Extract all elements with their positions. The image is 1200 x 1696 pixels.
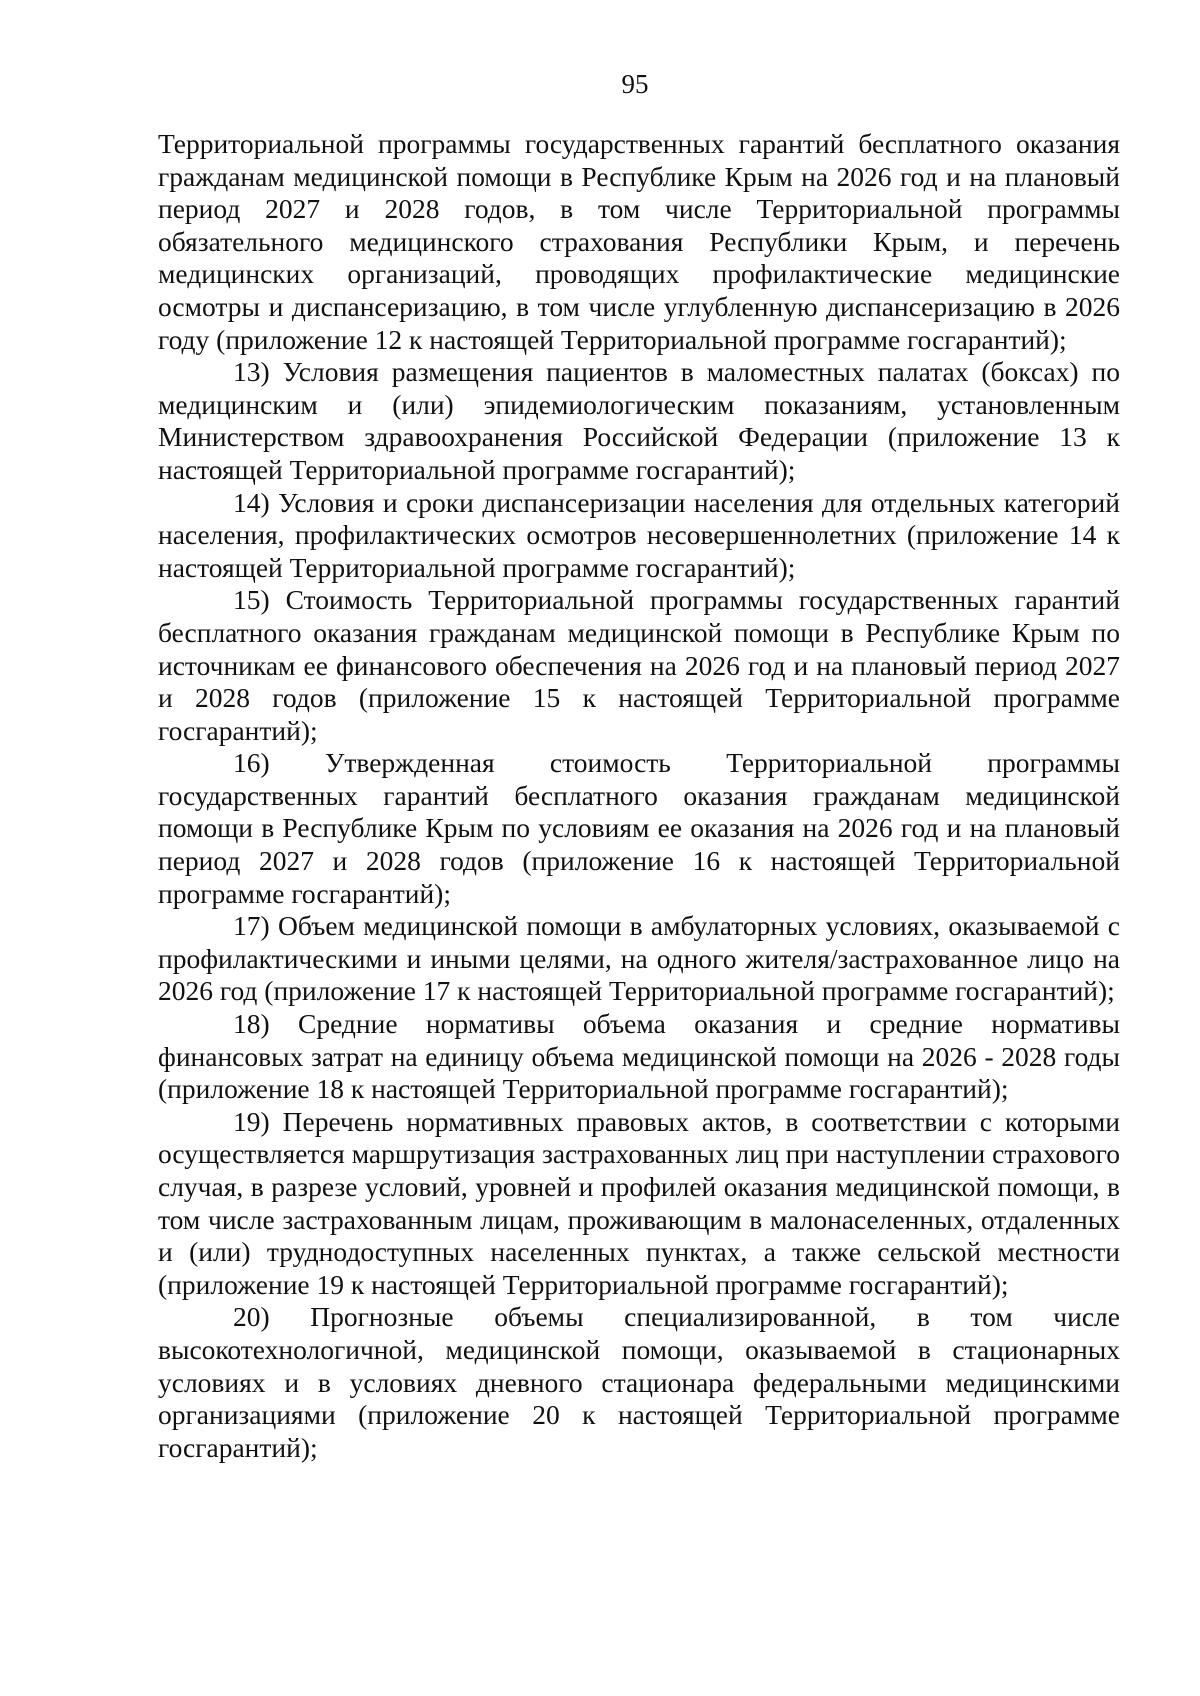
- paragraph-item-18: 18) Средние нормативы объема оказания и средние нормативы финансовых затрат на единицу объема медицинской помощи на 2026 - 2028 годы (приложение 18 к настоящей Территориальной программе госгарантий);: [158, 1008, 1120, 1105]
- paragraph-item-19: 19) Перечень нормативных правовых актов, в соответствии с которыми осуществляется маршрутизация застрахованных лиц при наступлении страхового случая, в разрезе условий, уровней и профилей оказания медицинской помощи, в том числе застрахованным лицам, проживающим в малонаселенных, отдаленных и (или) труднодоступных населенных пунктах, а также сельской местности (приложение 19 к настоящей Территориальной программе госгарантий);: [158, 1105, 1120, 1300]
- paragraph-item-13: 13) Условия размещения пациентов в маломестных палатах (боксах) по медицинским и (или) эпидемиологическим показаниям, установленным Министерством здравоохранения Российской Федерации (приложение 13 к настоящей Территориальной программе госгарантий);: [158, 356, 1120, 485]
- page-number: 95: [621, 69, 649, 99]
- paragraph-item-20: 20) Прогнозные объемы специализированной, в том числе высокотехнологичной, медицинской помощи, оказываемой в стационарных условиях и в условиях дневного стационара федеральными медицинскими организациями (приложение 20 к настоящей Территориальной программе госгарантий);: [158, 1301, 1120, 1463]
- paragraph-item-16: 16) Утвержденная стоимость Территориальной программы государственных гарантий бесплатного оказания гражданам медицинской помощи в Республике Крым по условиям ее оказания на 2026 год и на плановый период 2027 и 2028 годов (приложение 16 к настоящей Территориальной программе госгарантий);: [158, 747, 1120, 909]
- paragraph-continuation-item-12: Территориальной программы государственных гарантий бесплатного оказания гражданам медицинской помощи в Республике Крым на 2026 год и на плановый период 2027 и 2028 годов, в том числе Территориальной программы обязательного медицинского страхования Республики Крым, и перечень медицинских организаций, проводящих профилактические медицинские осмотры и диспансеризацию, в том числе углубленную диспансеризацию в 2026 году (приложение 12 к настоящей Территориальной программе госгарантий);: [158, 128, 1120, 355]
- document-body: [158, 128, 1120, 1464]
- paragraph-item-14: 14) Условия и сроки диспансеризации населения для отдельных категорий населения, профилактических осмотров несовершеннолетних (приложение 14 к настоящей Территориальной программе госгарантий);: [158, 486, 1120, 583]
- paragraph-item-15: 15) Стоимость Территориальной программы государственных гарантий бесплатного оказания гражданам медицинской помощи в Республике Крым по источникам ее финансового обеспечения на 2026 год и на плановый период 2027 и 2028 годов (приложение 15 к настоящей Территориальной программе госгарантий);: [158, 584, 1120, 746]
- paragraph-item-17: 17) Объем медицинской помощи в амбулаторных условиях, оказываемой с профилактическими и иными целями, на одного жителя/застрахованное лицо на 2026 год (приложение 17 к настоящей Территориальной программе госгарантий);: [158, 910, 1120, 1007]
